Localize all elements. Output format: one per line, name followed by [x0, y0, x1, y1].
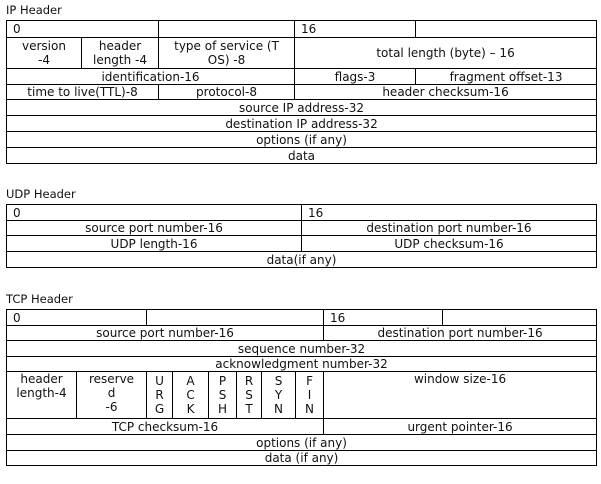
- ip-header-table: [6, 20, 597, 164]
- tcp-options-field: options (if any): [7, 435, 597, 451]
- rst-flag: R S T: [237, 372, 262, 419]
- fin-flag: F I N: [296, 372, 324, 419]
- blank-cell: [443, 310, 597, 326]
- tcp-header-length-field: header length-4: [7, 372, 77, 419]
- udp-destination-port-field: destination port number-16: [302, 221, 597, 236]
- data-field: data: [7, 148, 597, 164]
- syn-flag: S Y N: [262, 372, 296, 419]
- destination-ip-field: destination IP address-32: [7, 116, 597, 132]
- blank-cell: [159, 21, 295, 38]
- tcp-header-title: TCP Header: [6, 292, 73, 306]
- fragment-offset-field: fragment offset-13: [416, 69, 597, 85]
- tcp-header-table: [6, 309, 597, 466]
- udp-length-field: UDP length-16: [7, 236, 302, 252]
- bit-0-label: 0: [7, 205, 302, 221]
- tcp-source-port-field: source port number-16: [7, 326, 324, 341]
- header-length-field: header length -4: [82, 38, 159, 69]
- psh-flag: P S H: [209, 372, 237, 419]
- acknowledgment-number-field: acknowledgment number-32: [7, 357, 597, 372]
- tcp-data-field: data (if any): [7, 451, 597, 466]
- udp-header-title: UDP Header: [6, 187, 76, 201]
- window-size-field: window size-16: [324, 372, 597, 419]
- blank-cell: [147, 310, 324, 326]
- tcp-checksum-field: TCP checksum-16: [7, 419, 324, 435]
- urg-flag: U R G: [147, 372, 173, 419]
- source-ip-field: source IP address-32: [7, 100, 597, 116]
- tos-field: type of service (T OS) -8: [159, 38, 295, 69]
- options-field: options (if any): [7, 132, 597, 148]
- blank-cell: [416, 21, 597, 38]
- version-field: version -4: [7, 38, 82, 69]
- udp-checksum-field: UDP checksum-16: [302, 236, 597, 252]
- udp-source-port-field: source port number-16: [7, 221, 302, 236]
- ip-header-title: IP Header: [6, 3, 62, 17]
- bit-0-label: 0: [7, 310, 147, 326]
- identification-field: identification-16: [7, 69, 295, 85]
- udp-header-table: [6, 204, 597, 268]
- bit-16-label: 16: [295, 21, 416, 38]
- udp-data-field: data(if any): [7, 252, 597, 268]
- sequence-number-field: sequence number-32: [7, 341, 597, 357]
- protocol-field: protocol-8: [159, 85, 295, 100]
- header-checksum-field: header checksum-16: [295, 85, 597, 100]
- flags-field: flags-3: [295, 69, 416, 85]
- bit-16-label: 16: [324, 310, 443, 326]
- tcp-destination-port-field: destination port number-16: [324, 326, 597, 341]
- ack-flag: A C K: [173, 372, 209, 419]
- reserved-field: reserve d -6: [77, 372, 147, 419]
- ttl-field: time to live(TTL)-8: [7, 85, 159, 100]
- total-length-field: total length (byte) – 16: [295, 38, 597, 69]
- urgent-pointer-field: urgent pointer-16: [324, 419, 597, 435]
- bit-0-label: 0: [7, 21, 159, 38]
- bit-16-label: 16: [302, 205, 597, 221]
